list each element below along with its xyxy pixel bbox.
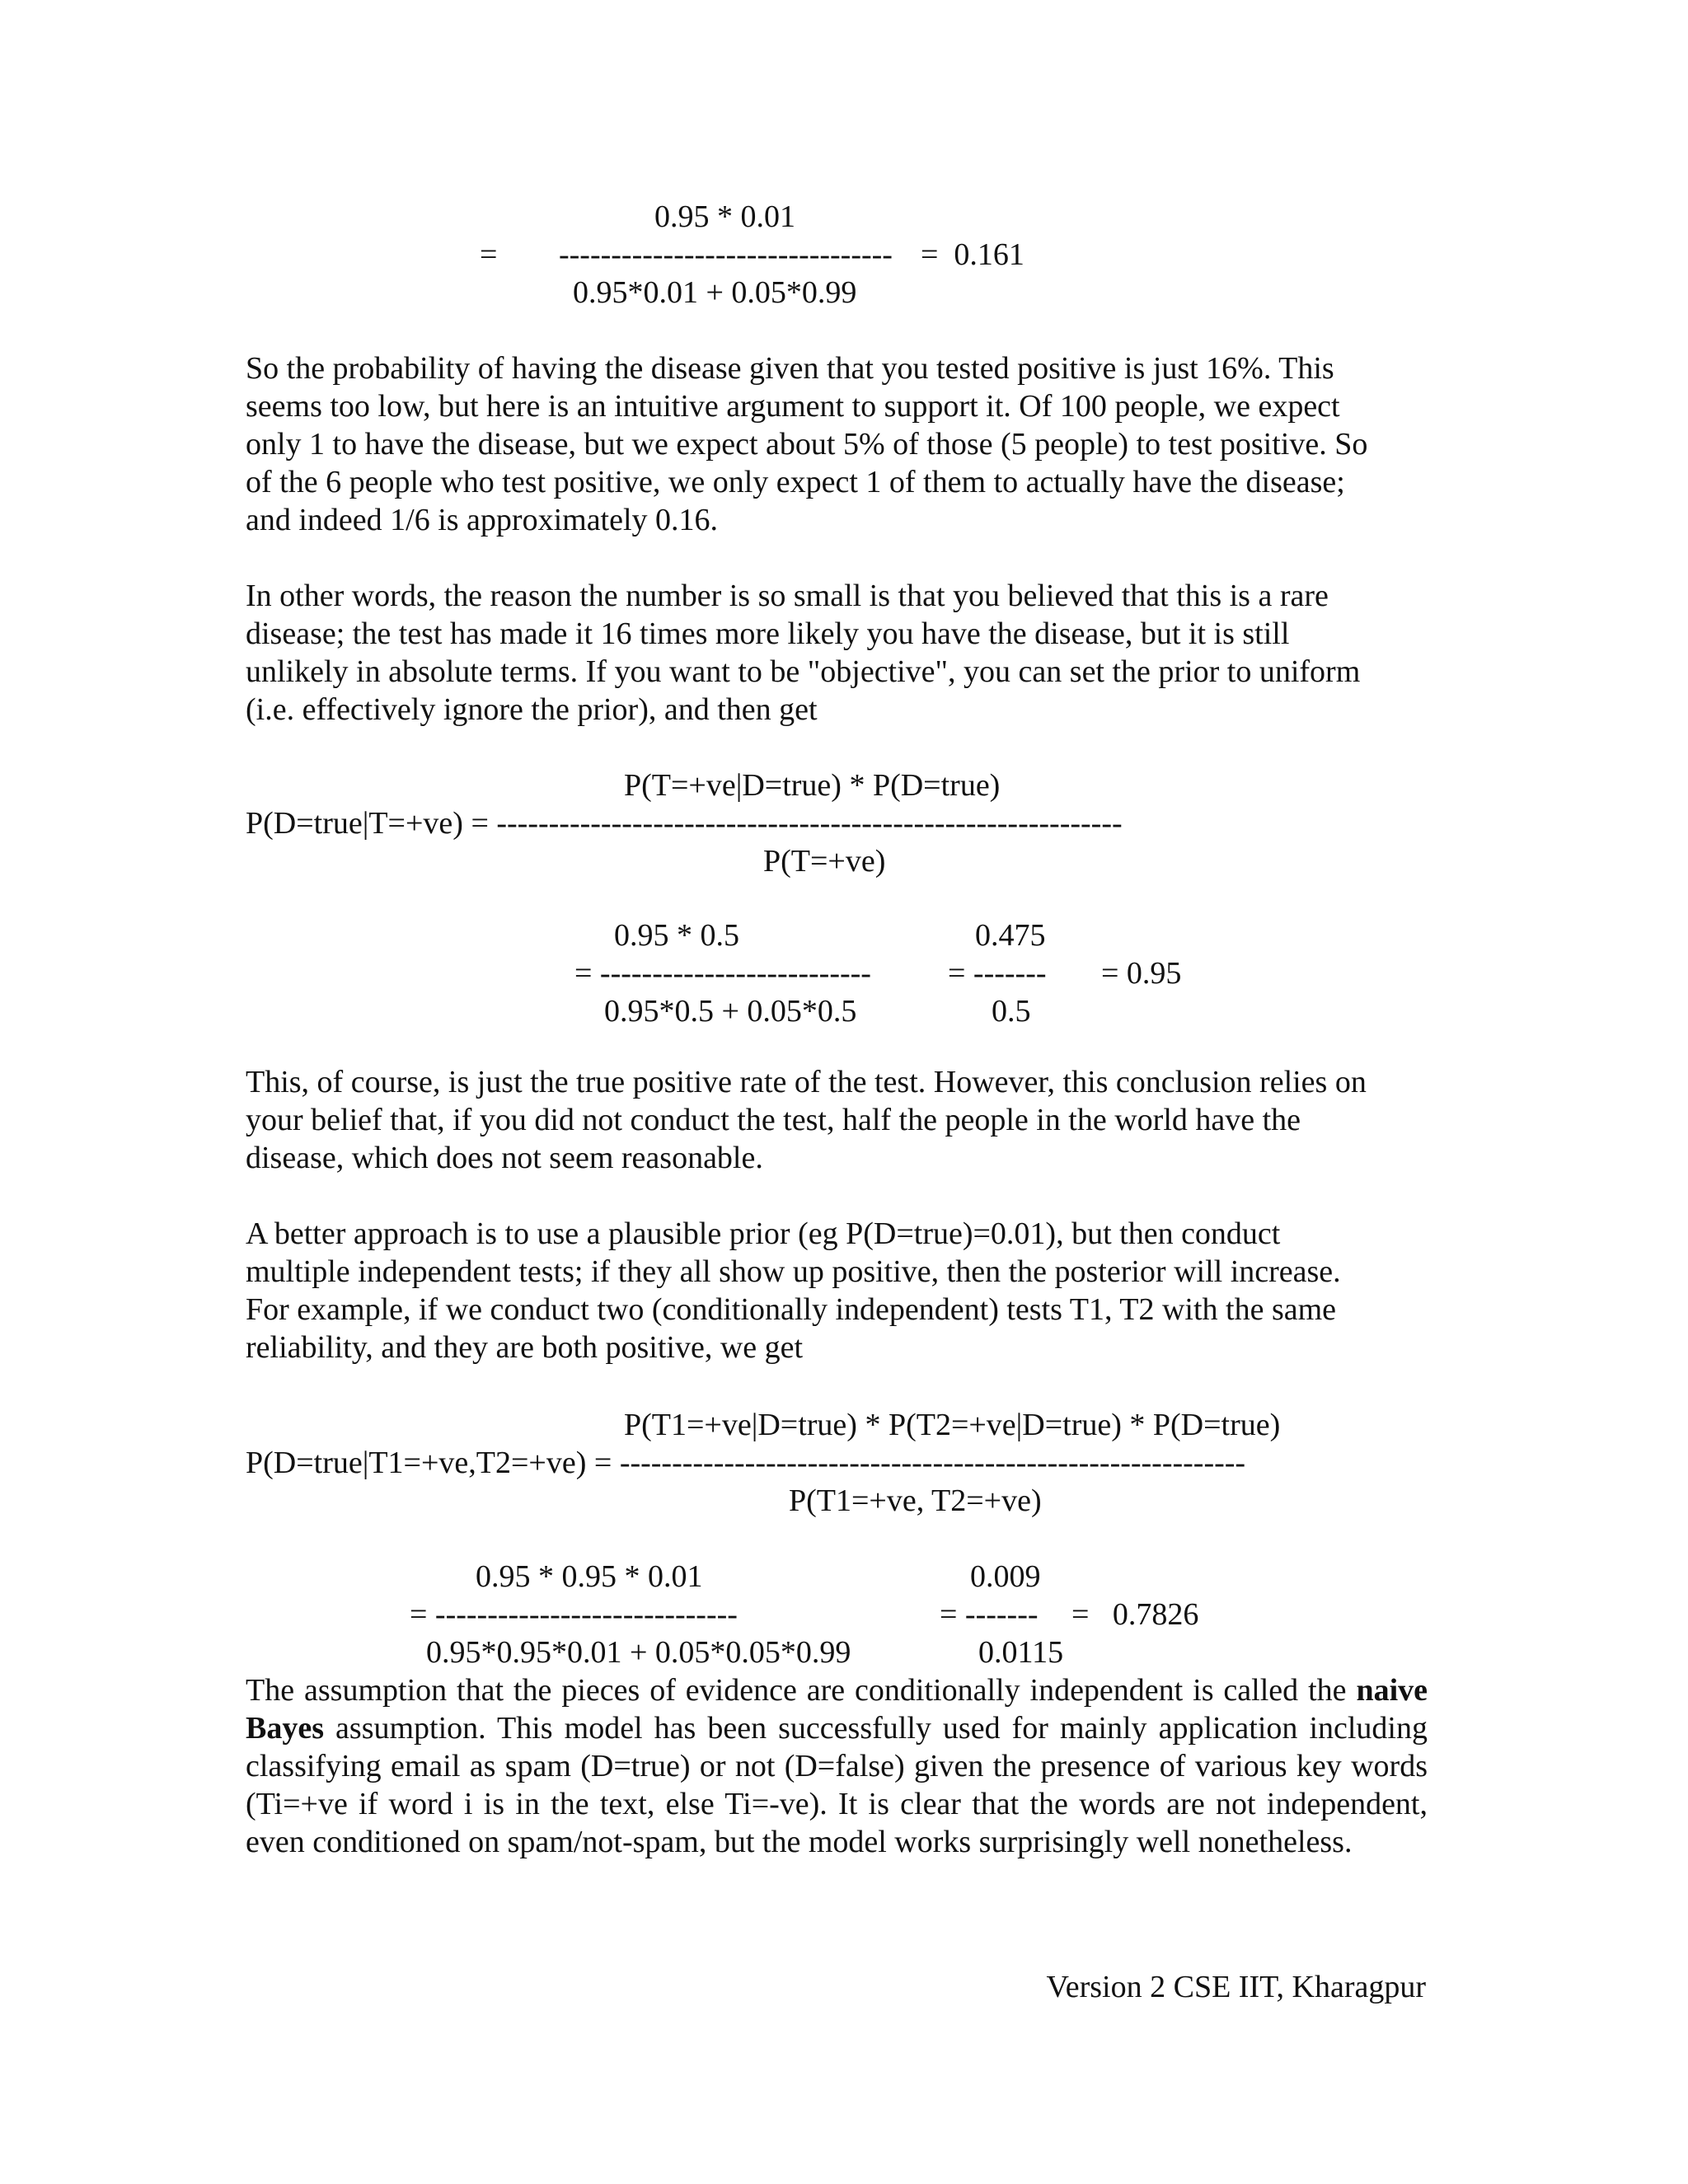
- page-footer: Version 2 CSE IIT, Kharagpur: [1046, 1970, 1426, 2004]
- paragraph-5-text-post: assumption. This model has been successfully used for mainly application including classifying email as spam (D=true) or not (D=false) given the presence of various key words (Ti=+ve if word i is in the text, else Ti=-ve). It is clear that the words are not independent, even conditioned on spam/not-spam, but the model works surprisingly well nonetheless.: [246, 1711, 1428, 1859]
- eq5-numerator-2: 0.009: [970, 1559, 1041, 1594]
- paragraph-1-line: and indeed 1/6 is approximately 0.16.: [246, 503, 719, 537]
- paragraph-5-text-pre: The assumption that the pieces of evidence are conditionally independent is called the: [246, 1673, 1347, 1708]
- eq3-result: = 0.95: [1101, 956, 1182, 991]
- eq4-lhs-text: P(D=true|T1=+ve,T2=+ve) =: [246, 1446, 620, 1480]
- paragraph-3-line: disease, which does not seem reasonable.: [246, 1141, 763, 1175]
- eq5-denominator: 0.95*0.95*0.01 + 0.05*0.05*0.99: [426, 1635, 851, 1670]
- eq2-denominator: P(T=+ve): [763, 844, 886, 879]
- eq5-denominator-2: 0.0115: [978, 1635, 1064, 1670]
- paragraph-1-line: of the 6 people who test positive, we only expect 1 of them to actually have the disease;: [246, 465, 1345, 499]
- paragraph-2-line: disease; the test has made it 16 times more likely you have the disease, but it is still: [246, 616, 1290, 651]
- paragraph-5: [246, 1671, 1428, 1861]
- paragraph-4: [246, 1215, 1426, 1366]
- eq3-fraction-rule-2: = -------: [948, 956, 1047, 991]
- paragraph-4-line: multiple independent tests; if they all show up positive, then the posterior will increase.: [246, 1254, 1341, 1289]
- eq3-denominator-2: 0.5: [992, 994, 1031, 1029]
- paragraph-3-line: This, of course, is just the true positive rate of the test. However, this conclusion relies on: [246, 1065, 1367, 1099]
- eq3-fraction-rule: = --------------------------: [574, 956, 871, 991]
- paragraph-2-line: unlikely in absolute terms. If you want to be "objective", you can set the prior to uniform: [246, 654, 1361, 689]
- eq3-numerator: 0.95 * 0.5: [614, 918, 739, 953]
- eq4-fraction-rule: ------------------------------------------------------------: [619, 1446, 1246, 1480]
- paragraph-2: [246, 577, 1426, 729]
- eq5-numerator: 0.95 * 0.95 * 0.01: [476, 1559, 703, 1594]
- paragraph-1-line: So the probability of having the disease given that you tested positive is just 16%. This: [246, 351, 1334, 386]
- eq1-result: = 0.161: [921, 237, 1025, 272]
- eq5-fraction-rule: = -----------------------------: [410, 1597, 738, 1632]
- paragraph-4-line: For example, if we conduct two (conditionally independent) tests T1, T2 with the same: [246, 1292, 1337, 1327]
- paragraph-3-line: your belief that, if you did not conduct the test, half the people in the world have the: [246, 1103, 1301, 1137]
- eq1-denominator: 0.95*0.01 + 0.05*0.99: [573, 275, 857, 310]
- eq1-equals: =: [480, 237, 498, 272]
- paragraph-4-line: reliability, and they are both positive, we get: [246, 1330, 804, 1365]
- eq1-numerator: 0.95 * 0.01: [654, 199, 795, 234]
- paragraph-3: [246, 1063, 1426, 1177]
- paragraph-2-line: In other words, the reason the number is so small is that you believed that this is a rare: [246, 579, 1329, 613]
- eq2-lhs-text: P(D=true|T=+ve) =: [246, 806, 497, 841]
- paragraph-1-line: seems too low, but here is an intuitive argument to support it. Of 100 people, we expect: [246, 389, 1340, 424]
- paragraph-1: [246, 349, 1426, 539]
- eq4-denominator: P(T1=+ve, T2=+ve): [789, 1483, 1042, 1518]
- eq3-denominator: 0.95*0.5 + 0.05*0.5: [604, 994, 857, 1029]
- eq2-lhs: [246, 804, 1123, 842]
- paragraph-5-bold-term: naive Bayes: [246, 1673, 1428, 1746]
- eq2-fraction-rule: ------------------------------------------------------------: [496, 806, 1123, 841]
- eq3-numerator-2: 0.475: [975, 918, 1046, 953]
- eq2-numerator: P(T=+ve|D=true) * P(D=true): [624, 768, 1001, 803]
- eq5-result: = 0.7826: [1071, 1597, 1199, 1632]
- paragraph-2-line: (i.e. effectively ignore the prior), and then get: [246, 692, 818, 727]
- eq4-numerator: P(T1=+ve|D=true) * P(T2=+ve|D=true) * P(D=true): [624, 1408, 1281, 1442]
- eq1-fraction-rule: --------------------------------: [559, 237, 893, 272]
- paragraph-4-line: A better approach is to use a plausible prior (eg P(D=true)=0.01), but then conduct: [246, 1216, 1281, 1251]
- paragraph-1-line: only 1 to have the disease, but we expect about 5% of those (5 people) to test positive. So: [246, 427, 1368, 462]
- eq4-lhs: [246, 1444, 1245, 1482]
- eq5-fraction-rule-2: = -------: [940, 1597, 1039, 1632]
